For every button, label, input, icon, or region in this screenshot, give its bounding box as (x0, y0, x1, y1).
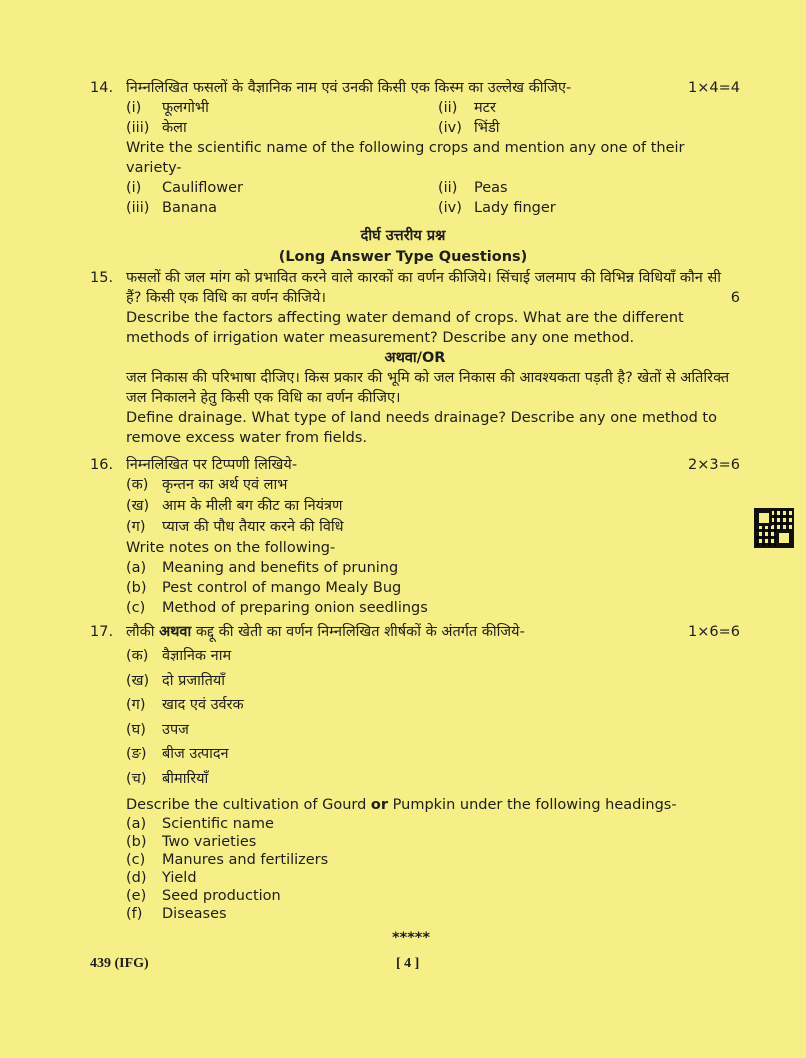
hindi-items (126, 475, 740, 538)
question-number: 16. (90, 457, 114, 473)
list-item: (b) Two varieties (126, 834, 257, 850)
question-16 (90, 455, 740, 618)
list-item: (a) Meaning and benefits of pruning (126, 560, 399, 576)
paper-code: 439 (IFG) (90, 956, 149, 971)
list-item: (d) Yield (126, 870, 197, 886)
english-items (126, 815, 740, 923)
list-item: (c) Manures and fertilizers (126, 852, 329, 868)
list-item: (क) कृन्तन का अर्थ एवं लाभ (126, 477, 288, 493)
option: (iii) Banana (126, 200, 217, 216)
or-separator: अथवा/OR (384, 350, 446, 366)
question-number: 15. (90, 270, 114, 286)
question-17 (90, 622, 740, 923)
english-items (126, 558, 740, 618)
question-english: Write notes on the following- (126, 540, 336, 556)
list-item: (ख) दो प्रजातियाँ (126, 672, 226, 689)
list-item: (e) Seed production (126, 888, 281, 904)
question-hindi: फसलों की जल मांग को प्रभावित करने वाले कारकों का वर्णन कीजिये। सिंचाई जलमाप की विभिन्न विधियाँ कौन सी हैं? किसी एक विधि का वर्णन कीजिये। 6 (126, 270, 740, 306)
question-hindi-alt: जल निकास की परिभाषा दीजिए। किस प्रकार की भूमि को जल निकास की आवश्यकता पड़ती है? खेतों से अतिरिक्त जल निकालने हेतु किसी एक विधि का वर्णन कीजिए। (126, 370, 730, 406)
question-number: 17. (90, 624, 114, 640)
list-item: (f) Diseases (126, 906, 227, 922)
list-item: (घ) उपज (126, 721, 189, 738)
question-english: Describe the cultivation of Gourd or Pumpkin under the following headings- (126, 797, 677, 813)
option: (ii) मटर (438, 100, 496, 116)
question-english-alt: Define drainage. What type of land needs drainage? Describe any one method to remove excess water from fields. (126, 410, 717, 446)
list-item: (ख) आम के मीली बग कीट का नियंत्रण (126, 498, 343, 514)
section-heading-english: (Long Answer Type Questions) (278, 249, 528, 265)
option: (i) Cauliflower (126, 180, 244, 196)
question-hindi: निम्नलिखित पर टिप्पणी लिखिये- (126, 457, 298, 473)
page-number: [ 4 ] (396, 956, 420, 971)
list-item: (b) Pest control of mango Mealy Bug (126, 580, 402, 596)
option: (ii) Peas (438, 180, 508, 196)
hindi-options (126, 98, 740, 138)
question-english: Describe the factors affecting water demand of crops. What are the different methods of irrigation water measurement? Describe any one method. (126, 310, 684, 346)
list-item: (a) Scientific name (126, 816, 274, 832)
question-marks: 6 (730, 290, 740, 306)
question-15 (90, 268, 740, 448)
question-14 (90, 78, 740, 218)
list-item: (ङ) बीज उत्पादन (126, 746, 229, 762)
question-english: Write the scientific name of the following crops and mention any one of their variety- (126, 140, 685, 176)
option: (iii) केला (126, 120, 187, 136)
end-mark: ***** (392, 930, 430, 946)
question-hindi: लौकी अथवा कद्दू की खेती का वर्णन निम्नलिखित शीर्षकों के अंतर्गत कीजिये- (126, 624, 525, 640)
option: (iv) Lady finger (438, 200, 556, 216)
option: (iv) भिंडी (438, 120, 500, 136)
hindi-items (126, 644, 740, 791)
question-hindi: निम्नलिखित फसलों के वैज्ञानिक नाम एवं उनकी किसी एक किस्म का उल्लेख कीजिए- (126, 80, 572, 96)
option: (i) फूलगोभी (126, 100, 209, 116)
list-item: (ग) खाद एवं उर्वरक (126, 697, 244, 713)
english-options (126, 178, 740, 218)
list-item: (च) बीमारियाँ (126, 770, 209, 787)
list-item: (क) वैज्ञानिक नाम (126, 648, 232, 664)
qr-code (756, 510, 792, 546)
question-marks: 1×4=4 (688, 80, 740, 96)
list-item: (c) Method of preparing onion seedlings (126, 600, 428, 616)
list-item: (ग) प्याज की पौध तैयार करने की विधि (126, 519, 344, 535)
question-marks: 1×6=6 (688, 624, 740, 640)
section-heading-hindi: दीर्घ उत्तरीय प्रश्न (360, 228, 446, 244)
question-marks: 2×3=6 (688, 457, 740, 473)
question-number: 14. (90, 80, 114, 96)
